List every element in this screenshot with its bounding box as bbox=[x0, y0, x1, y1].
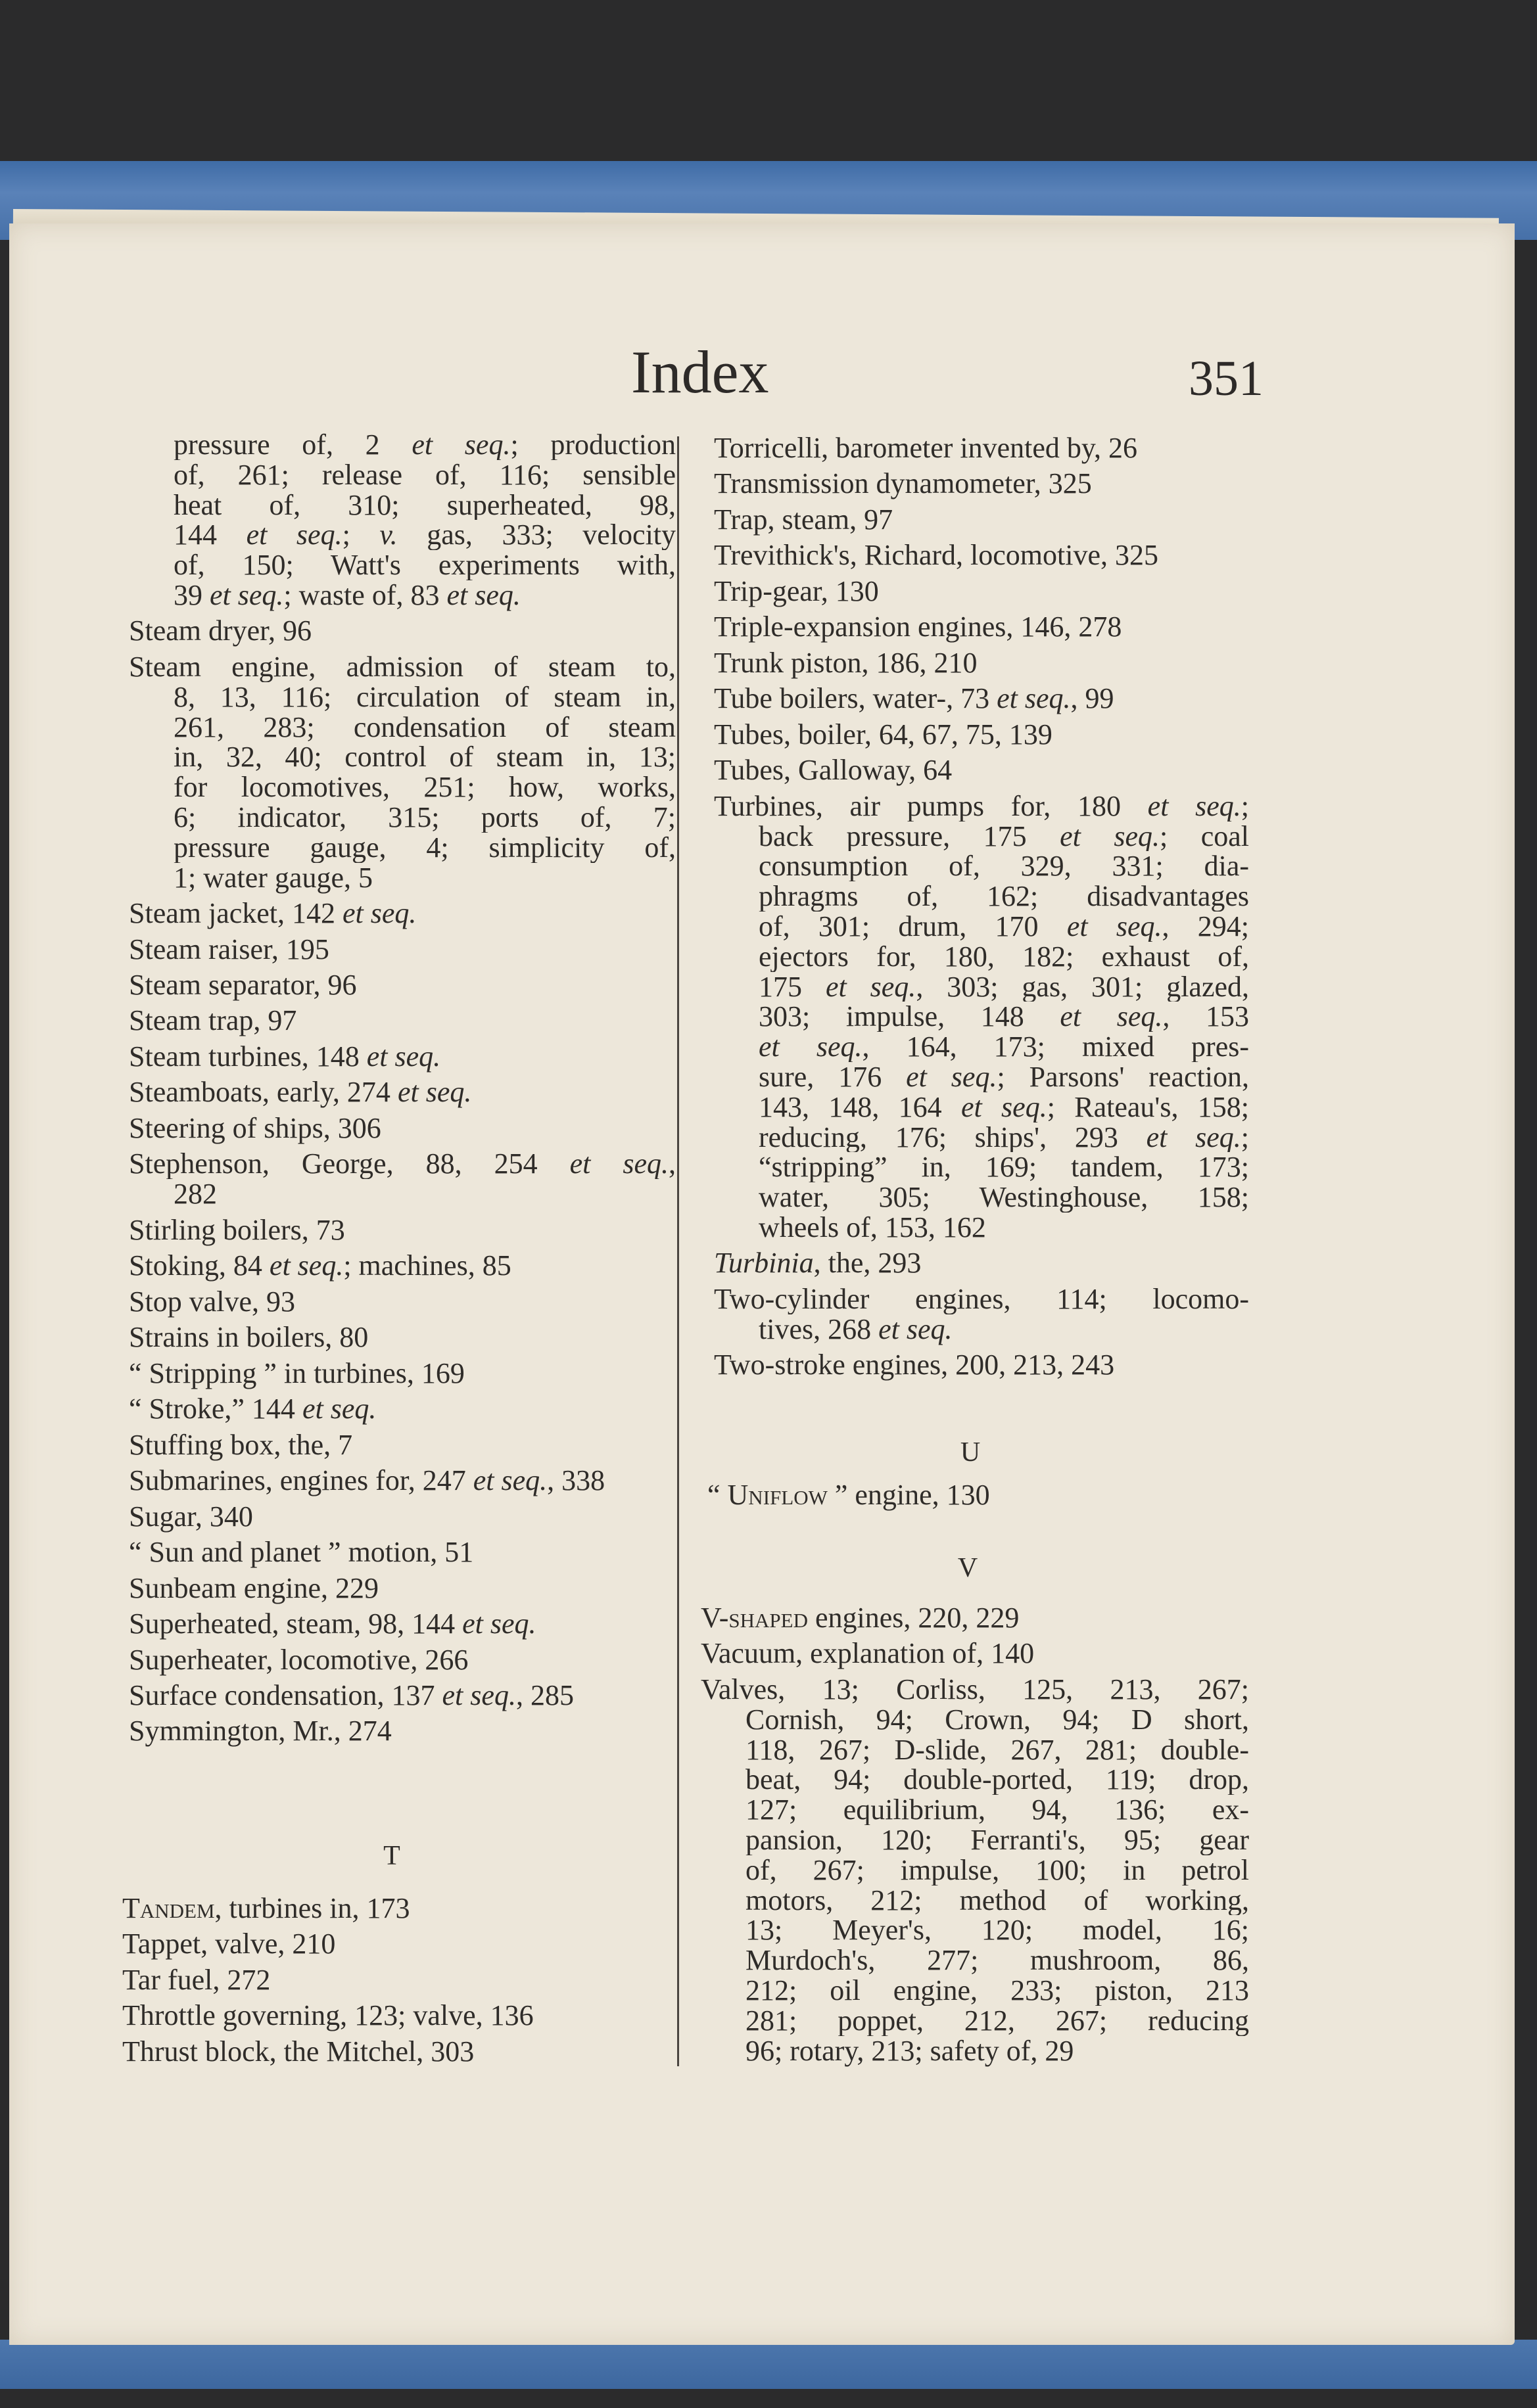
index-entry-line: Trunk piston, 186, 210 bbox=[714, 646, 978, 679]
index-entry bbox=[129, 898, 676, 929]
index-entry-line: “ Stroke,” 144 et seq. bbox=[129, 1393, 377, 1425]
index-entry bbox=[129, 970, 676, 1000]
italic-term: et seq. bbox=[366, 1040, 441, 1073]
index-entry-line: Turbines, air pumps for, 180 et seq.; bbox=[714, 791, 1249, 822]
index-entry bbox=[129, 1645, 676, 1675]
italic-term: et seq. bbox=[446, 578, 521, 611]
index-entry-line: Sugar, 340 bbox=[129, 1500, 253, 1533]
index-entry bbox=[714, 1284, 1249, 1345]
index-entry bbox=[714, 1248, 1249, 1278]
index-entry bbox=[714, 648, 1249, 678]
index-entry bbox=[714, 791, 1249, 1243]
index-entry-line: reducing, 176; ships', 293 et seq.; bbox=[759, 1122, 1249, 1153]
index-entry-line: 6; indicator, 315; ports of, 7; bbox=[174, 802, 676, 833]
index-entry-line: Tubes, Galloway, 64 bbox=[714, 754, 953, 787]
index-entry-line: 1; water gauge, 5 bbox=[174, 861, 373, 894]
index-entry-line: Steam dryer, 96 bbox=[129, 614, 312, 647]
index-entry bbox=[714, 505, 1249, 535]
index-entry-line: 39 et seq.; waste of, 83 et seq. bbox=[174, 578, 521, 611]
index-entry bbox=[701, 1675, 1249, 2066]
index-entry bbox=[129, 1537, 676, 1567]
index-entry-line: pressure gauge, 4; simplicity of, bbox=[174, 832, 676, 863]
index-entry-line: Steering of ships, 306 bbox=[129, 1111, 381, 1144]
index-entry-line: wheels of, 153, 162 bbox=[759, 1211, 986, 1243]
index-entry-line: Trap, steam, 97 bbox=[714, 503, 893, 536]
index-entry-line: 143, 148, 164 et seq.; Rateau's, 158; bbox=[759, 1092, 1249, 1123]
index-entry bbox=[129, 1609, 676, 1639]
index-entry-line: “ Uniflow ” engine, 130 bbox=[707, 1479, 990, 1511]
index-entry-line: Tappet, valve, 210 bbox=[122, 1928, 336, 1960]
italic-term: et seq. bbox=[246, 520, 343, 551]
italic-term: et seq. bbox=[569, 1149, 669, 1180]
index-entry-line: Stirling boilers, 73 bbox=[129, 1213, 345, 1246]
small-caps-term: V-shaped bbox=[701, 1602, 808, 1634]
index-entry-line: for locomotives, 251; how, works, bbox=[174, 772, 676, 802]
column-divider bbox=[677, 436, 679, 2066]
italic-term: et seq. bbox=[397, 1076, 472, 1109]
italic-term: v. bbox=[379, 520, 398, 551]
italic-term: et seq. bbox=[960, 1092, 1047, 1123]
index-entry-line: “ Sun and planet ” motion, 51 bbox=[129, 1536, 474, 1569]
small-caps-term: Tandem bbox=[122, 1892, 215, 1924]
index-entry bbox=[701, 1638, 1249, 1669]
index-entry bbox=[129, 1042, 676, 1072]
index-entry-line: Stephenson, George, 88, 254 et seq., bbox=[129, 1149, 676, 1180]
index-entry bbox=[714, 576, 1249, 607]
index-entry bbox=[714, 433, 1249, 463]
index-entry-line: Submarines, engines for, 247 et seq., 338 bbox=[129, 1464, 605, 1497]
index-entry-line: Tube boilers, water-, 73 et seq., 99 bbox=[714, 682, 1114, 715]
index-entry-line: water, 305; Westinghouse, 158; bbox=[759, 1182, 1249, 1213]
section-heading-v: V bbox=[957, 1553, 978, 1583]
index-entry-line: Steamboats, early, 274 et seq. bbox=[129, 1076, 472, 1109]
index-entry-line: Sunbeam engine, 229 bbox=[129, 1571, 379, 1604]
italic-term: et seq. bbox=[343, 897, 417, 930]
index-entry bbox=[129, 1680, 676, 1711]
page-number: 351 bbox=[1189, 351, 1264, 406]
index-entry-line: of, 267; impulse, 100; in petrol bbox=[745, 1855, 1249, 1886]
index-entry bbox=[129, 430, 676, 611]
index-entry-line: Throttle governing, 123; valve, 136 bbox=[122, 1999, 534, 2032]
italic-term: et seq. bbox=[210, 578, 284, 611]
index-entry bbox=[129, 1215, 676, 1245]
italic-term: et seq. bbox=[759, 1032, 863, 1063]
italic-term: et seq. bbox=[473, 1464, 548, 1497]
index-entry bbox=[129, 652, 676, 892]
index-entry-line: Symmington, Mr., 274 bbox=[129, 1715, 392, 1748]
index-entry-line: Thrust block, the Mitchel, 303 bbox=[122, 2035, 475, 2068]
italic-term: et seq. bbox=[302, 1393, 377, 1425]
section-heading-t: T bbox=[383, 1841, 400, 1871]
italic-term: et seq. bbox=[1147, 791, 1241, 822]
index-entry-line: Triple-expansion engines, 146, 278 bbox=[714, 611, 1122, 643]
index-entry-line: Superheater, locomotive, 266 bbox=[129, 1643, 469, 1676]
index-entry bbox=[714, 1350, 1249, 1380]
index-entry-line: phragms of, 162; disadvantages bbox=[759, 881, 1249, 912]
index-entry bbox=[129, 1149, 676, 1209]
index-entry bbox=[122, 1965, 676, 1995]
index-entry-line: of, 261; release of, 116; sensible bbox=[174, 459, 676, 490]
italic-term: et seq. bbox=[906, 1062, 997, 1092]
index-entry-line: Cornish, 94; Crown, 94; D short, bbox=[745, 1704, 1249, 1735]
index-entry-line: 8, 13, 116; circulation of steam in, bbox=[174, 682, 676, 712]
index-entry bbox=[129, 1077, 676, 1107]
index-entry-line: consumption of, 329, 331; dia- bbox=[759, 851, 1249, 882]
index-entry-line: Steam engine, admission of steam to, bbox=[129, 651, 676, 682]
index-entry bbox=[714, 612, 1249, 642]
index-entry-line: 282 bbox=[174, 1178, 217, 1211]
index-entry-line: Transmission dynamometer, 325 bbox=[714, 467, 1092, 500]
index-entry-line: in, 32, 40; control of steam in, 13; bbox=[174, 742, 676, 773]
index-entry-line: of, 301; drum, 170 et seq., 294; bbox=[759, 912, 1249, 942]
right-column-entries bbox=[714, 433, 1249, 1380]
running-head: Index bbox=[631, 338, 769, 405]
italic-term: et seq. bbox=[878, 1312, 953, 1345]
index-entry-line: 212; oil engine, 233; piston, 213 bbox=[745, 1975, 1249, 2006]
index-entry bbox=[129, 1113, 676, 1144]
index-entry-line: of, 150; Watt's experiments with, bbox=[174, 550, 676, 580]
index-entry bbox=[122, 1929, 676, 1959]
index-entry-line: Stoking, 84 et seq.; machines, 85 bbox=[129, 1249, 511, 1282]
index-entry-line: heat of, 310; superheated, 98, bbox=[174, 490, 676, 521]
index-entry-line: beat, 94; double-ported, 119; drop, bbox=[745, 1765, 1249, 1795]
index-entry-line: Trevithick's, Richard, locomotive, 325 bbox=[714, 539, 1159, 572]
index-entry bbox=[714, 755, 1249, 785]
index-entry-line: ejectors for, 180, 182; exhaust of, bbox=[759, 941, 1249, 972]
index-entry-line: Strains in boilers, 80 bbox=[129, 1321, 369, 1354]
italic-term: et seq. bbox=[442, 1679, 516, 1711]
italic-term: et seq. bbox=[1066, 912, 1162, 942]
index-entry bbox=[122, 2037, 676, 2067]
index-entry bbox=[122, 1893, 676, 1924]
index-entry-line: Tar fuel, 272 bbox=[122, 1963, 271, 1996]
index-entry bbox=[122, 2001, 676, 2031]
index-entry-line: pansion, 120; Ferranti's, 95; gear bbox=[745, 1824, 1249, 1855]
index-entry-line: et seq., 164, 173; mixed pres- bbox=[759, 1032, 1249, 1063]
index-entry-line: Steam trap, 97 bbox=[129, 1004, 297, 1037]
index-entry-line: V-shaped engines, 220, 229 bbox=[701, 1602, 1020, 1634]
left-column-entries bbox=[129, 430, 676, 1746]
italic-term: et seq. bbox=[825, 971, 916, 1002]
index-entry-line: 144 et seq.; v. gas, 333; velocity bbox=[174, 520, 676, 551]
index-entry-line: Valves, 13; Corliss, 125, 213, 267; bbox=[701, 1674, 1249, 1705]
index-entry-line: 303; impulse, 148 et seq., 153 bbox=[759, 1002, 1249, 1032]
book-cover-bottom-edge bbox=[0, 2340, 1537, 2389]
index-entry-line: pressure of, 2 et seq.; production bbox=[174, 430, 676, 460]
index-entry bbox=[129, 1287, 676, 1317]
index-entry bbox=[129, 1716, 676, 1746]
index-entry bbox=[701, 1603, 1249, 1633]
index-entry-line: Torricelli, barometer invented by, 26 bbox=[714, 432, 1138, 464]
index-entry-line: “stripping” in, 169; tandem, 173; bbox=[759, 1152, 1249, 1183]
italic-term: Turbinia bbox=[714, 1247, 814, 1280]
italic-term: et seq. bbox=[412, 430, 511, 460]
italic-term: et seq. bbox=[1060, 821, 1160, 852]
index-entry-line: 261, 283; condensation of steam bbox=[174, 712, 676, 743]
index-entry-line: 118, 267; D-slide, 267, 281; double- bbox=[745, 1734, 1249, 1765]
index-entry-line: Steam separator, 96 bbox=[129, 968, 357, 1001]
index-entry-line: Steam raiser, 195 bbox=[129, 933, 329, 965]
index-entry-line: Vacuum, explanation of, 140 bbox=[701, 1637, 1035, 1670]
section-heading-u: U bbox=[960, 1437, 981, 1468]
italic-term: et seq. bbox=[1060, 1002, 1163, 1032]
index-entry bbox=[129, 1358, 676, 1389]
index-entry-line: back pressure, 175 et seq.; coal bbox=[759, 821, 1249, 852]
section-u-entries bbox=[707, 1480, 1249, 1510]
index-entry-line: Two-stroke engines, 200, 213, 243 bbox=[714, 1349, 1115, 1381]
index-entry bbox=[129, 616, 676, 646]
index-entry-line: Steam jacket, 142 et seq. bbox=[129, 897, 417, 930]
index-entry bbox=[714, 683, 1249, 714]
index-entry-line: Trip-gear, 130 bbox=[714, 574, 879, 607]
index-entry-line: motors, 212; method of working, bbox=[745, 1885, 1249, 1916]
italic-term: et seq. bbox=[462, 1608, 536, 1640]
index-entry-line: Two-cylinder engines, 114; locomo- bbox=[714, 1284, 1249, 1314]
small-caps-term: Uniflow bbox=[727, 1479, 828, 1511]
index-entry-line: Surface condensation, 137 et seq., 285 bbox=[129, 1679, 574, 1711]
index-entry-line: Tubes, boiler, 64, 67, 75, 139 bbox=[714, 718, 1052, 751]
italic-term: et seq. bbox=[269, 1249, 344, 1282]
index-entry bbox=[707, 1480, 1249, 1510]
index-entry-line: 127; equilibrium, 94, 136; ex- bbox=[745, 1795, 1249, 1825]
section-t-entries bbox=[122, 1893, 676, 2067]
index-entry bbox=[129, 1322, 676, 1353]
index-entry bbox=[129, 1502, 676, 1532]
section-v-entries bbox=[701, 1603, 1249, 2066]
index-entry-line: 175 et seq., 303; gas, 301; glazed, bbox=[759, 971, 1249, 1002]
index-entry-line: tives, 268 et seq. bbox=[759, 1312, 953, 1345]
index-entry-line: 281; poppet, 212, 267; reducing bbox=[745, 2005, 1249, 2036]
index-entry-line: Turbinia, the, 293 bbox=[714, 1247, 922, 1280]
index-entry-line: sure, 176 et seq.; Parsons' reaction, bbox=[759, 1062, 1249, 1092]
index-entry-line: “ Stripping ” in turbines, 169 bbox=[129, 1356, 465, 1389]
index-entry-line: Stop valve, 93 bbox=[129, 1285, 295, 1318]
index-entry bbox=[129, 1466, 676, 1496]
index-entry bbox=[129, 935, 676, 965]
index-entry bbox=[129, 1251, 676, 1281]
index-entry-line: Superheated, steam, 98, 144 et seq. bbox=[129, 1608, 536, 1640]
index-entry bbox=[129, 1430, 676, 1460]
index-entry-line: Steam turbines, 148 et seq. bbox=[129, 1040, 441, 1073]
index-entry bbox=[129, 1394, 676, 1424]
index-entry bbox=[714, 720, 1249, 750]
index-entry bbox=[129, 1573, 676, 1604]
italic-term: et seq. bbox=[997, 682, 1071, 715]
index-entry-line: Murdoch's, 277; mushroom, 86, bbox=[745, 1945, 1249, 1976]
index-entry-line: Stuffing box, the, 7 bbox=[129, 1428, 353, 1461]
index-entry-line: 96; rotary, 213; safety of, 29 bbox=[745, 2034, 1074, 2067]
index-entry bbox=[714, 469, 1249, 499]
index-entry-line: 13; Meyer's, 120; model, 16; bbox=[745, 1915, 1249, 1946]
index-entry-line: Tandem, turbines in, 173 bbox=[122, 1892, 410, 1924]
index-entry bbox=[129, 1006, 676, 1036]
index-entry bbox=[714, 540, 1249, 570]
italic-term: et seq. bbox=[1146, 1122, 1241, 1153]
